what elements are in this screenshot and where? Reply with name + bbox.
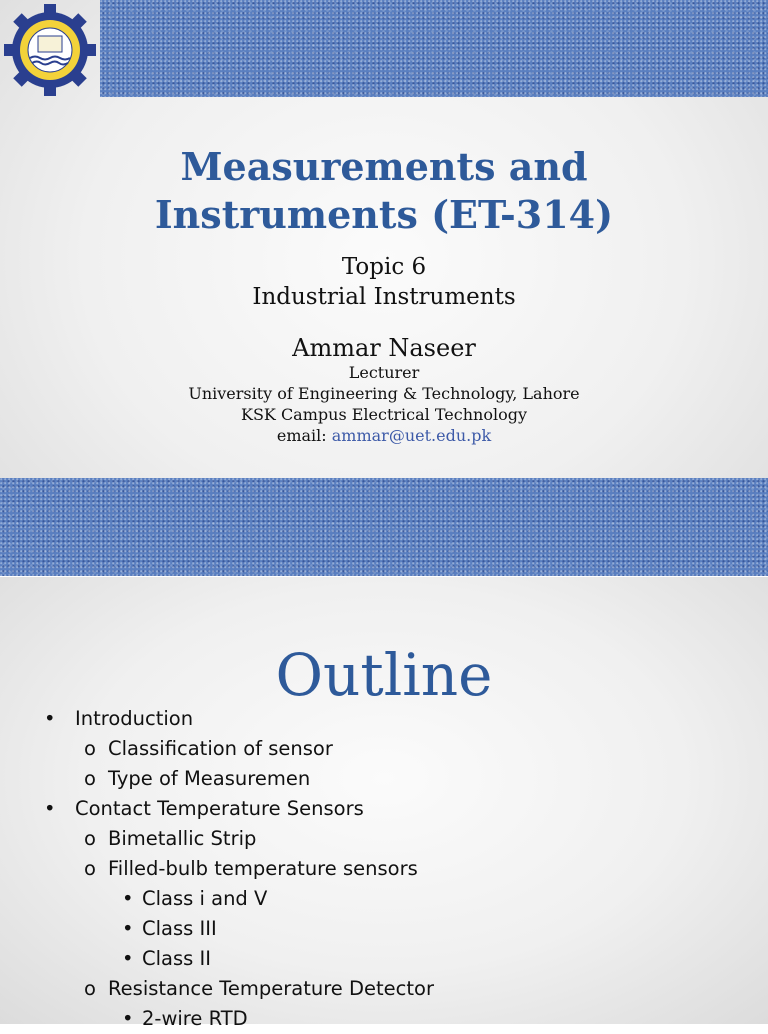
- bullet-marker: o: [84, 827, 96, 850]
- title-line-1: Measurements and: [180, 144, 588, 189]
- bullet-marker: •: [122, 887, 134, 910]
- bullet-marker: o: [84, 977, 96, 1000]
- bullet-marker: •: [122, 1007, 134, 1030]
- outline-title: Outline: [275, 641, 493, 709]
- author-details: [0, 362, 768, 446]
- presentation-title: [0, 143, 768, 239]
- topic-name: Industrial Instruments: [252, 284, 516, 310]
- bullet-marker: •: [122, 947, 134, 970]
- outline-item-text: Resistance Temperature Detector: [108, 977, 434, 1000]
- author-name: Ammar Naseer: [292, 334, 476, 362]
- topic-number: Topic 6: [341, 254, 427, 280]
- bullet-marker: •: [44, 707, 56, 730]
- decorative-bottom-band: [0, 478, 768, 576]
- author-role: Lecturer: [348, 363, 420, 382]
- outline-item-text: Introduction: [75, 707, 194, 730]
- outline-item-text: Bimetallic Strip: [108, 827, 257, 850]
- bullet-marker: •: [122, 917, 134, 940]
- outline-item-text: Contact Temperature Sensors: [75, 797, 364, 820]
- bullet-marker: o: [84, 737, 96, 760]
- outline-item-text: Class III: [142, 917, 217, 940]
- university-logo-icon: [2, 2, 98, 98]
- campus-name: KSK Campus Electrical Technology: [240, 405, 527, 424]
- outline-item-text: Type of Measuremen: [108, 767, 311, 790]
- topic-block: [0, 252, 768, 312]
- bullet-marker: o: [84, 857, 96, 880]
- email-link[interactable]: ammar@uet.edu.pk: [331, 426, 492, 445]
- email-line: [0, 425, 768, 446]
- outline-item-text: Filled-bulb temperature sensors: [108, 857, 418, 880]
- outline-item-text: Classification of sensor: [108, 737, 333, 760]
- outline-item-text: Class II: [142, 947, 212, 970]
- outline-item-text: Class i and V: [142, 887, 268, 910]
- email-label: email:: [276, 426, 327, 445]
- bullet-marker: o: [84, 767, 96, 790]
- university-name: University of Engineering & Technology, Lahore: [188, 384, 580, 403]
- decorative-top-band: [100, 0, 768, 97]
- title-line-2: Instruments (ET-314): [154, 192, 614, 237]
- outline-item-text: 2-wire RTD: [142, 1007, 248, 1030]
- bullet-marker: •: [44, 797, 56, 820]
